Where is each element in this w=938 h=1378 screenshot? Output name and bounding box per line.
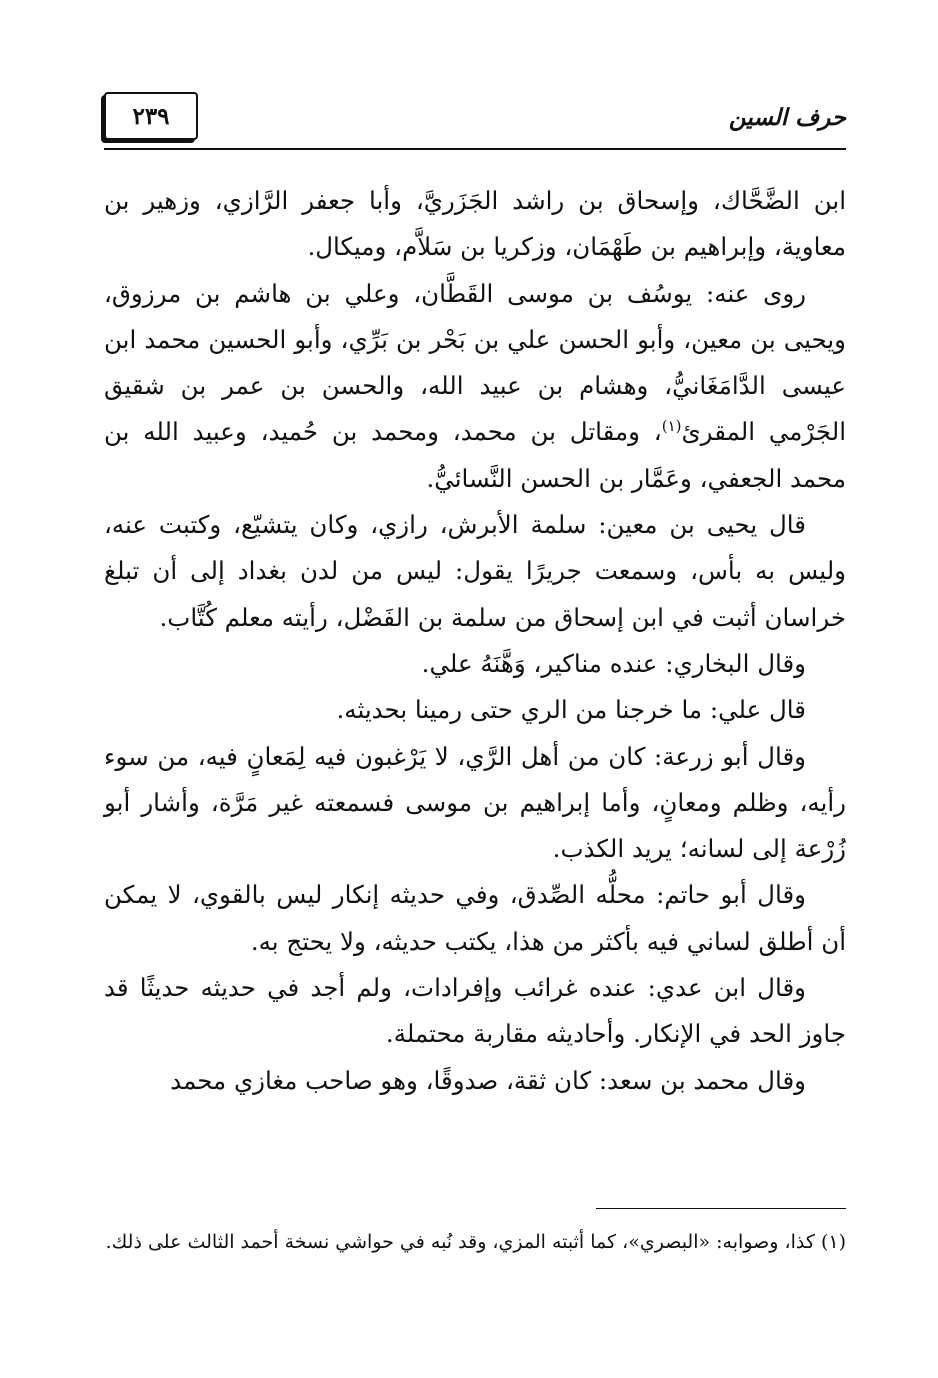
paragraph: وقال أبو زرعة: كان من أهل الرَّي، لا يَرْغبون فيه لِمَعانٍ فيه، من سوء رأيه، وظلم ومعانٍ، وأما إبراهيم بن موسى فسمعته غير مَرَّة، وأشار أبو زُرْعة إلى لسانه؛ يريد الكذب. (104, 741, 846, 864)
paragraph: وقال ابن عدي: عنده غرائب وإفرادات، ولم أجد في حديثه حديثًا قد جاوز الحد في الإنكار. وأحاديثه مقاربة محتملة. (104, 973, 846, 1049)
main-text (104, 178, 846, 1104)
page-number: ٢٣٩ (104, 92, 198, 140)
paragraph-text: ، ومقاتل بن محمد، ومحمد بن حُميد، وعبيد الله بن محمد الجعفي، وعَمَّار بن الحسن النَّسائيُّ. (104, 417, 846, 493)
paragraph: ابن الضَّحَّاك، وإسحاق بن راشد الجَزَريَّ، وأبا جعفر الرَّازي، وزهير بن معاوية، وإبراهيم بن طَهْمَان، وزكريا بن سَلاَّم، وميكال. (104, 186, 846, 262)
paragraph: وقال البخاري: عنده مناكير، وَهَّنَهُ علي. (421, 648, 806, 678)
paragraph: وقال محمد بن سعد: كان ثقة، صدوقًا، وهو صاحب مغازي محمد (170, 1065, 806, 1095)
page-header (104, 92, 846, 150)
paragraph: قال علي: ما خرجنا من الري حتى رمينا بحديثه. (336, 695, 806, 725)
footnote-rule (596, 1208, 846, 1209)
paragraph (104, 271, 846, 502)
paragraph: وقال أبو حاتم: محلُّه الصِّدق، وفي حديثه إنكار ليس بالقوي، لا يمكن أن أطلق لساني فيه بأكثر من هذا، يكتب حديثه، ولا يحتج به. (104, 880, 846, 956)
paragraph-text: روى عنه: يوسُف بن موسى القَطَّان، وعلي بن هاشم بن مرزوق، ويحيى بن معين، وأبو الحسن علي بن بَحْر بن بَرِّي، وأبو الحسين محمد ابن عيسى الدَّامَغَانيُّ، وهشام بن عبيد الله، والحسن بن عمر بن شقيق الجَرْمي المقرئ (104, 278, 847, 447)
footnote: (١) كذا، وصوابه: «البصري»، كما أثبته المزي، وقد نُبه في حواشي نسخة أحمد الثالث على ذلك. (105, 1231, 846, 1253)
footnote-marker: (١) (661, 417, 682, 436)
paragraph: قال يحيى بن معين: سلمة الأبرش، رازي، وكان يتشيّع، وكتبت عنه، وليس به بأس، وسمعت جريرًا يقول: ليس من لدن بغداد إلى أن تبلغ خراسان أثبت في ابن إسحاق من سلمة بن الفَضْل، رأيته معلم كُتَّاب. (104, 510, 846, 632)
running-title: حرف السين (728, 104, 846, 131)
header-rule (104, 148, 846, 150)
